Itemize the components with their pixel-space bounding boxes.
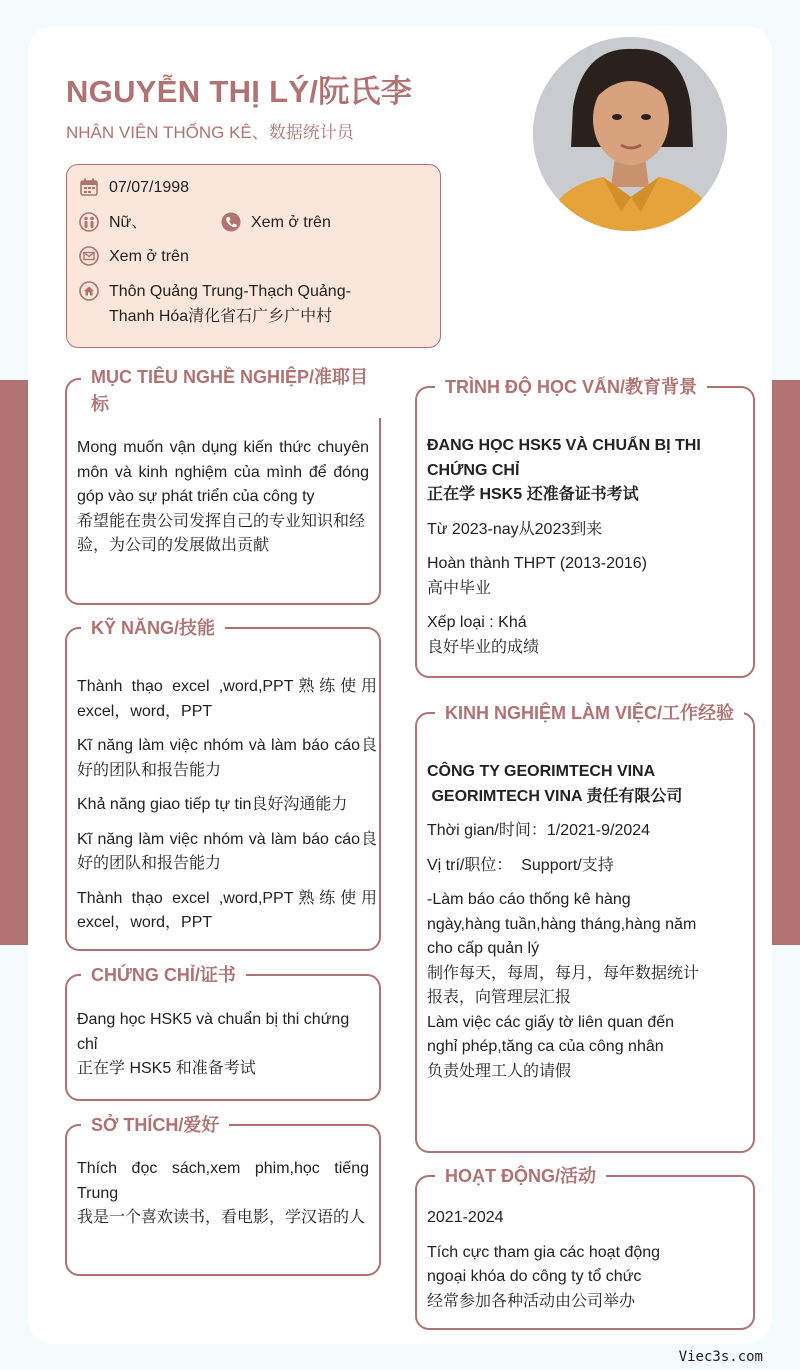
activities-line: 经常参加各种活动由公司举办 — [427, 1292, 636, 1310]
education-school-vi: Hoàn thành THPT (2013-2016) — [427, 555, 647, 572]
objective-section — [65, 367, 381, 605]
experience-body — [427, 760, 751, 1084]
activities-section — [415, 1166, 755, 1330]
watermark: Viec3s.com — [678, 1349, 763, 1365]
experience-desc-line: ngày,hàng tuần,hàng tháng,hàng năm — [427, 915, 697, 933]
hobbies-body — [77, 1157, 369, 1231]
address-row — [79, 279, 351, 329]
certificates-body — [77, 1008, 369, 1082]
mail-icon — [79, 246, 99, 266]
address-line-2: Thanh Hóa清化省石广乡广中村 — [109, 308, 333, 325]
job-title: NHÂN VIÊN THỐNG KÊ、数据统计员 — [66, 123, 354, 142]
objective-title-line-1: MỤC TIÊU NGHỀ NGHIỆP/准耶目 — [91, 367, 369, 387]
experience-desc-line: 报表，向管理层汇报 — [427, 989, 572, 1006]
calendar-icon — [79, 177, 99, 197]
skills-section — [65, 618, 381, 951]
birthday-text: 07/07/1998 — [109, 179, 190, 196]
hobbies-zh: 我是一个喜欢读书，看电影，学汉语的人 — [77, 1209, 366, 1226]
certificates-title: CHỨNG CHỈ/证书 — [81, 962, 246, 988]
certificates-zh: 正在学 HSK5 和准备考试 — [77, 1060, 256, 1077]
experience-desc-line: cho cấp quản lý — [427, 940, 540, 957]
gender-text: Nữ、 — [109, 214, 148, 231]
objective-title-line-2: 标 — [91, 394, 109, 414]
company-name-vi: CÔNG TY GEORIMTECH VINA — [427, 763, 656, 780]
skills-title: KỸ NĂNG/技能 — [81, 615, 225, 641]
phone-text: Xem ở trên — [251, 214, 331, 231]
education-body — [427, 434, 743, 660]
education-school-zh: 高中毕业 — [427, 579, 492, 597]
education-grade-vi: Xếp loại : Khá — [427, 614, 527, 631]
skill-item: Khả năng giao tiếp tự tin良好沟通能力 — [77, 796, 348, 813]
gender-icon — [79, 212, 99, 232]
activities-title: HOẠT ĐỘNG/活动 — [435, 1163, 606, 1189]
experience-desc-line: 负责处理工人的请假 — [427, 1062, 572, 1080]
email-text: Xem ở trên — [109, 248, 189, 265]
experience-title: KINH NGHIỆM LÀM VIỆC/工作经验 — [435, 700, 744, 726]
experience-time: Thời gian/时间：1/2021-9/2024 — [427, 822, 651, 839]
education-title: TRÌNH ĐỘ HỌC VẤN/教育背景 — [435, 374, 707, 400]
hobbies-title: SỞ THÍCH/爱好 — [81, 1112, 229, 1138]
objective-title — [81, 364, 383, 418]
objective-vi: Mong muốn vận dụng kiến thức chuyên môn và kinh nghiệm của mình để đóng góp vào sự phát triển của công ty — [77, 439, 369, 505]
experience-position: Vị trí/职位： Support/支持 — [427, 856, 614, 874]
phone-row — [221, 210, 331, 235]
activities-line: Tích cực tham gia các hoạt động — [427, 1243, 661, 1261]
experience-section — [415, 703, 755, 1153]
hobbies-vi: Thích đọc sách,xem phim,học tiếng Trung — [77, 1160, 369, 1202]
skills-list — [77, 675, 377, 946]
birthday-row — [79, 175, 189, 200]
education-heading-zh: 正在学 HSK5 还准备证书考试 — [427, 486, 639, 503]
company-name-zh: GEORIMTECH VINA 责任有限公司 — [427, 787, 683, 805]
education-grade-zh: 良好毕业的成绩 — [427, 638, 540, 656]
address-line-1: Thôn Quảng Trung-Thạch Quảng- — [109, 283, 351, 300]
address-text — [109, 279, 351, 329]
home-icon — [79, 281, 99, 301]
experience-desc-line: 制作每天，每周，每月，每年数据统计 — [427, 964, 700, 982]
skill-item: Kĩ năng làm việc nhóm và làm báo cáo良好的团队和报告能力 — [77, 737, 377, 779]
objective-zh: 希望能在贵公司发挥自己的专业知识和经验，为公司的发展做出贡献 — [77, 512, 366, 554]
candidate-name: NGUYỄN THỊ LÝ/阮氏李 — [66, 74, 413, 109]
experience-desc-line: nghỉ phép,tăng ca của công nhân — [427, 1038, 664, 1055]
certificates-vi: Đang học HSK5 và chuẩn bị thi chứng chỉ — [77, 1011, 350, 1053]
phone-icon — [221, 212, 241, 232]
activities-body — [427, 1206, 743, 1314]
personal-info-box — [66, 164, 441, 348]
profile-photo — [533, 37, 727, 231]
activities-period: 2021-2024 — [427, 1209, 504, 1226]
experience-desc-line: Làm việc các giấy tờ liên quan đến — [427, 1013, 675, 1031]
education-period: Từ 2023-nay从2023到来 — [427, 520, 603, 538]
skill-item: Thành thạo excel ,word,PPT熟练使用excel，word，PPT — [77, 889, 377, 931]
education-section — [415, 377, 755, 678]
objective-body — [77, 436, 369, 559]
education-heading-vi: ĐANG HỌC HSK5 VÀ CHUẨN BỊ THI CHỨNG CHỈ — [427, 437, 701, 479]
email-row — [79, 244, 189, 269]
hobbies-section — [65, 1115, 381, 1276]
certificates-section — [65, 965, 381, 1101]
skill-item: Kĩ năng làm việc nhóm và làm báo cáo良好的团队和报告能力 — [77, 830, 377, 872]
skill-item: Thành thạo excel ,word,PPT熟练使用excel，word，PPT — [77, 678, 377, 720]
activities-line: ngoại khóa do công ty tổ chức — [427, 1268, 642, 1285]
experience-desc-line: -Làm báo cáo thống kê hàng — [427, 891, 631, 908]
gender-row — [79, 210, 147, 235]
